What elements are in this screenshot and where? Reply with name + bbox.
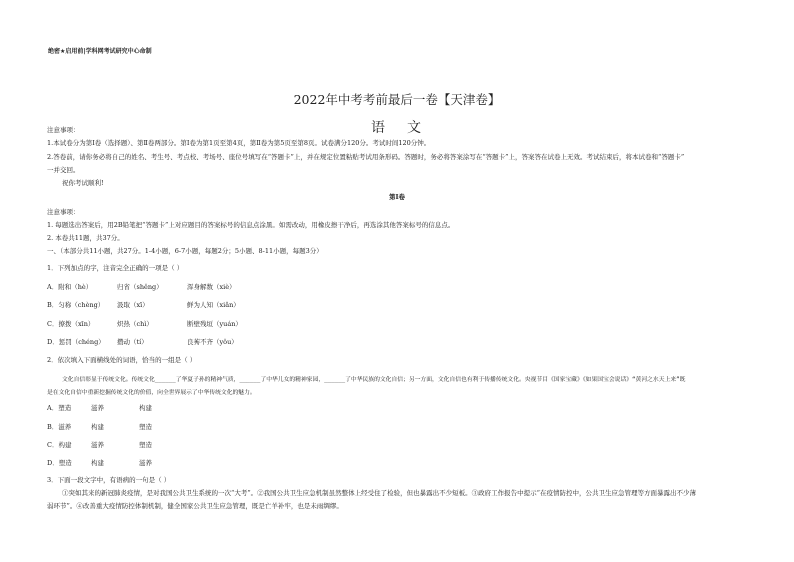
question-2-option-d: D．塑造 构建 滋养 [47, 459, 152, 467]
question-3-line-1: ①突如其来的新冠肺炎疫情，是对我国公共卫生系统的一次“大考”。②我国公共卫生应急机制虽然整体上经受住了检验，但也暴露出不少短板。③政府工作报告中提示“在疫情防控中，公共卫生应急管理等方面暴露出不少薄 [62, 489, 696, 497]
question-2-passage-line-1: 文化自信彰显于传统文化。传统文化______了华夏子孙的精神气质，______了中华儿女的精神家园，______了中华民族的文化自信；另一方面，文化自信也有利于传播传统文化。央视节目《国家宝藏》《如果国宝会说话》“黄河之水天上来”既 [62, 377, 686, 383]
section-notes-heading: 注意事项： [47, 208, 80, 216]
question-1-option-b: B．匀称（chèng） 汲取（xī） 鲜为人知（xiǎn） [47, 301, 240, 309]
notes-line-2: 2.答卷前，请你务必将自己的姓名、考生号、考点校、考场号、座位号填写在“答题卡”上，并在规定位置粘贴考试用条形码。答题时，务必将答案涂写在“答题卡”上，答案答在试卷上无效。考试结束后，将本试卷和“答题卡” [47, 153, 685, 161]
question-1-option-a: A．附和（hè） 归省（shěng） 浑身解数（xiè） [47, 283, 236, 291]
question-1-option-c: C．撩拨（xīn） 炽热（chì） 断壁残垣（yuán） [47, 320, 242, 328]
question-3-line-2: 弱环节”。④改善重大疫情防控体制机制，健全国家公共卫生应急管理，既是亡羊补牢，也是未雨绸缪。 [47, 502, 343, 510]
notes-heading: 注意事项： [47, 126, 80, 134]
question-1-stem: 1．下列加点的字，注音完全正确的一项是（ ） [47, 264, 184, 272]
section-note-1: 1. 每题选出答案后，用2B铅笔把“答题卡”上对应题目的答案标号的信息点涂黑。如需改动，用橡皮擦干净后，再选涂其他答案标号的信息点。 [47, 221, 455, 229]
section-title: 第Ⅰ卷 [388, 193, 406, 201]
secret-line: 绝密★启用前|学科网考试研究中心命制 [48, 48, 152, 55]
question-2-stem: 2．依次填入下面横线处的词语，恰当的一组是（ ） [47, 356, 197, 364]
question-2-option-b: B．滋养 构建 塑造 [47, 423, 152, 431]
subject-title: 语文 [371, 120, 443, 136]
good-luck-text: 祝你考试顺利! [62, 179, 104, 187]
section-note-2: 2. 本卷共11题，共37分。 [47, 234, 124, 242]
question-1-option-d: D．惩罚（chéng） 攒动（tí） 良莠不齐（yǒu） [47, 338, 238, 346]
part-intro: 一、（本部分共11小题，共27分。1-4小题，6-7小题，每题2分；5小题、8-11小题，每题3分） [47, 247, 323, 255]
question-2-option-c: C．构建 滋养 塑造 [47, 441, 152, 449]
notes-line-3: 一并交回。 [47, 166, 80, 174]
question-3-stem: 3．下面一段文字中，有语病的一句是（ ） [47, 476, 171, 484]
question-2-passage-line-2: 是在文化自信中重新挖掘传统文化的价值，向全世界展示了中华传统文化的魅力。 [47, 390, 256, 396]
exam-title: 2022年中考考前最后一卷【天津卷】 [293, 92, 501, 107]
notes-line-1: 1.本试卷分为第Ⅰ卷（选择题）、第Ⅱ卷两部分。第Ⅰ卷为第1页至第4页，第Ⅱ卷为第5页至第8页。试卷满分120分。考试时间120分钟。 [47, 139, 431, 147]
question-2-option-a: A．塑造 滋养 构建 [47, 404, 152, 412]
